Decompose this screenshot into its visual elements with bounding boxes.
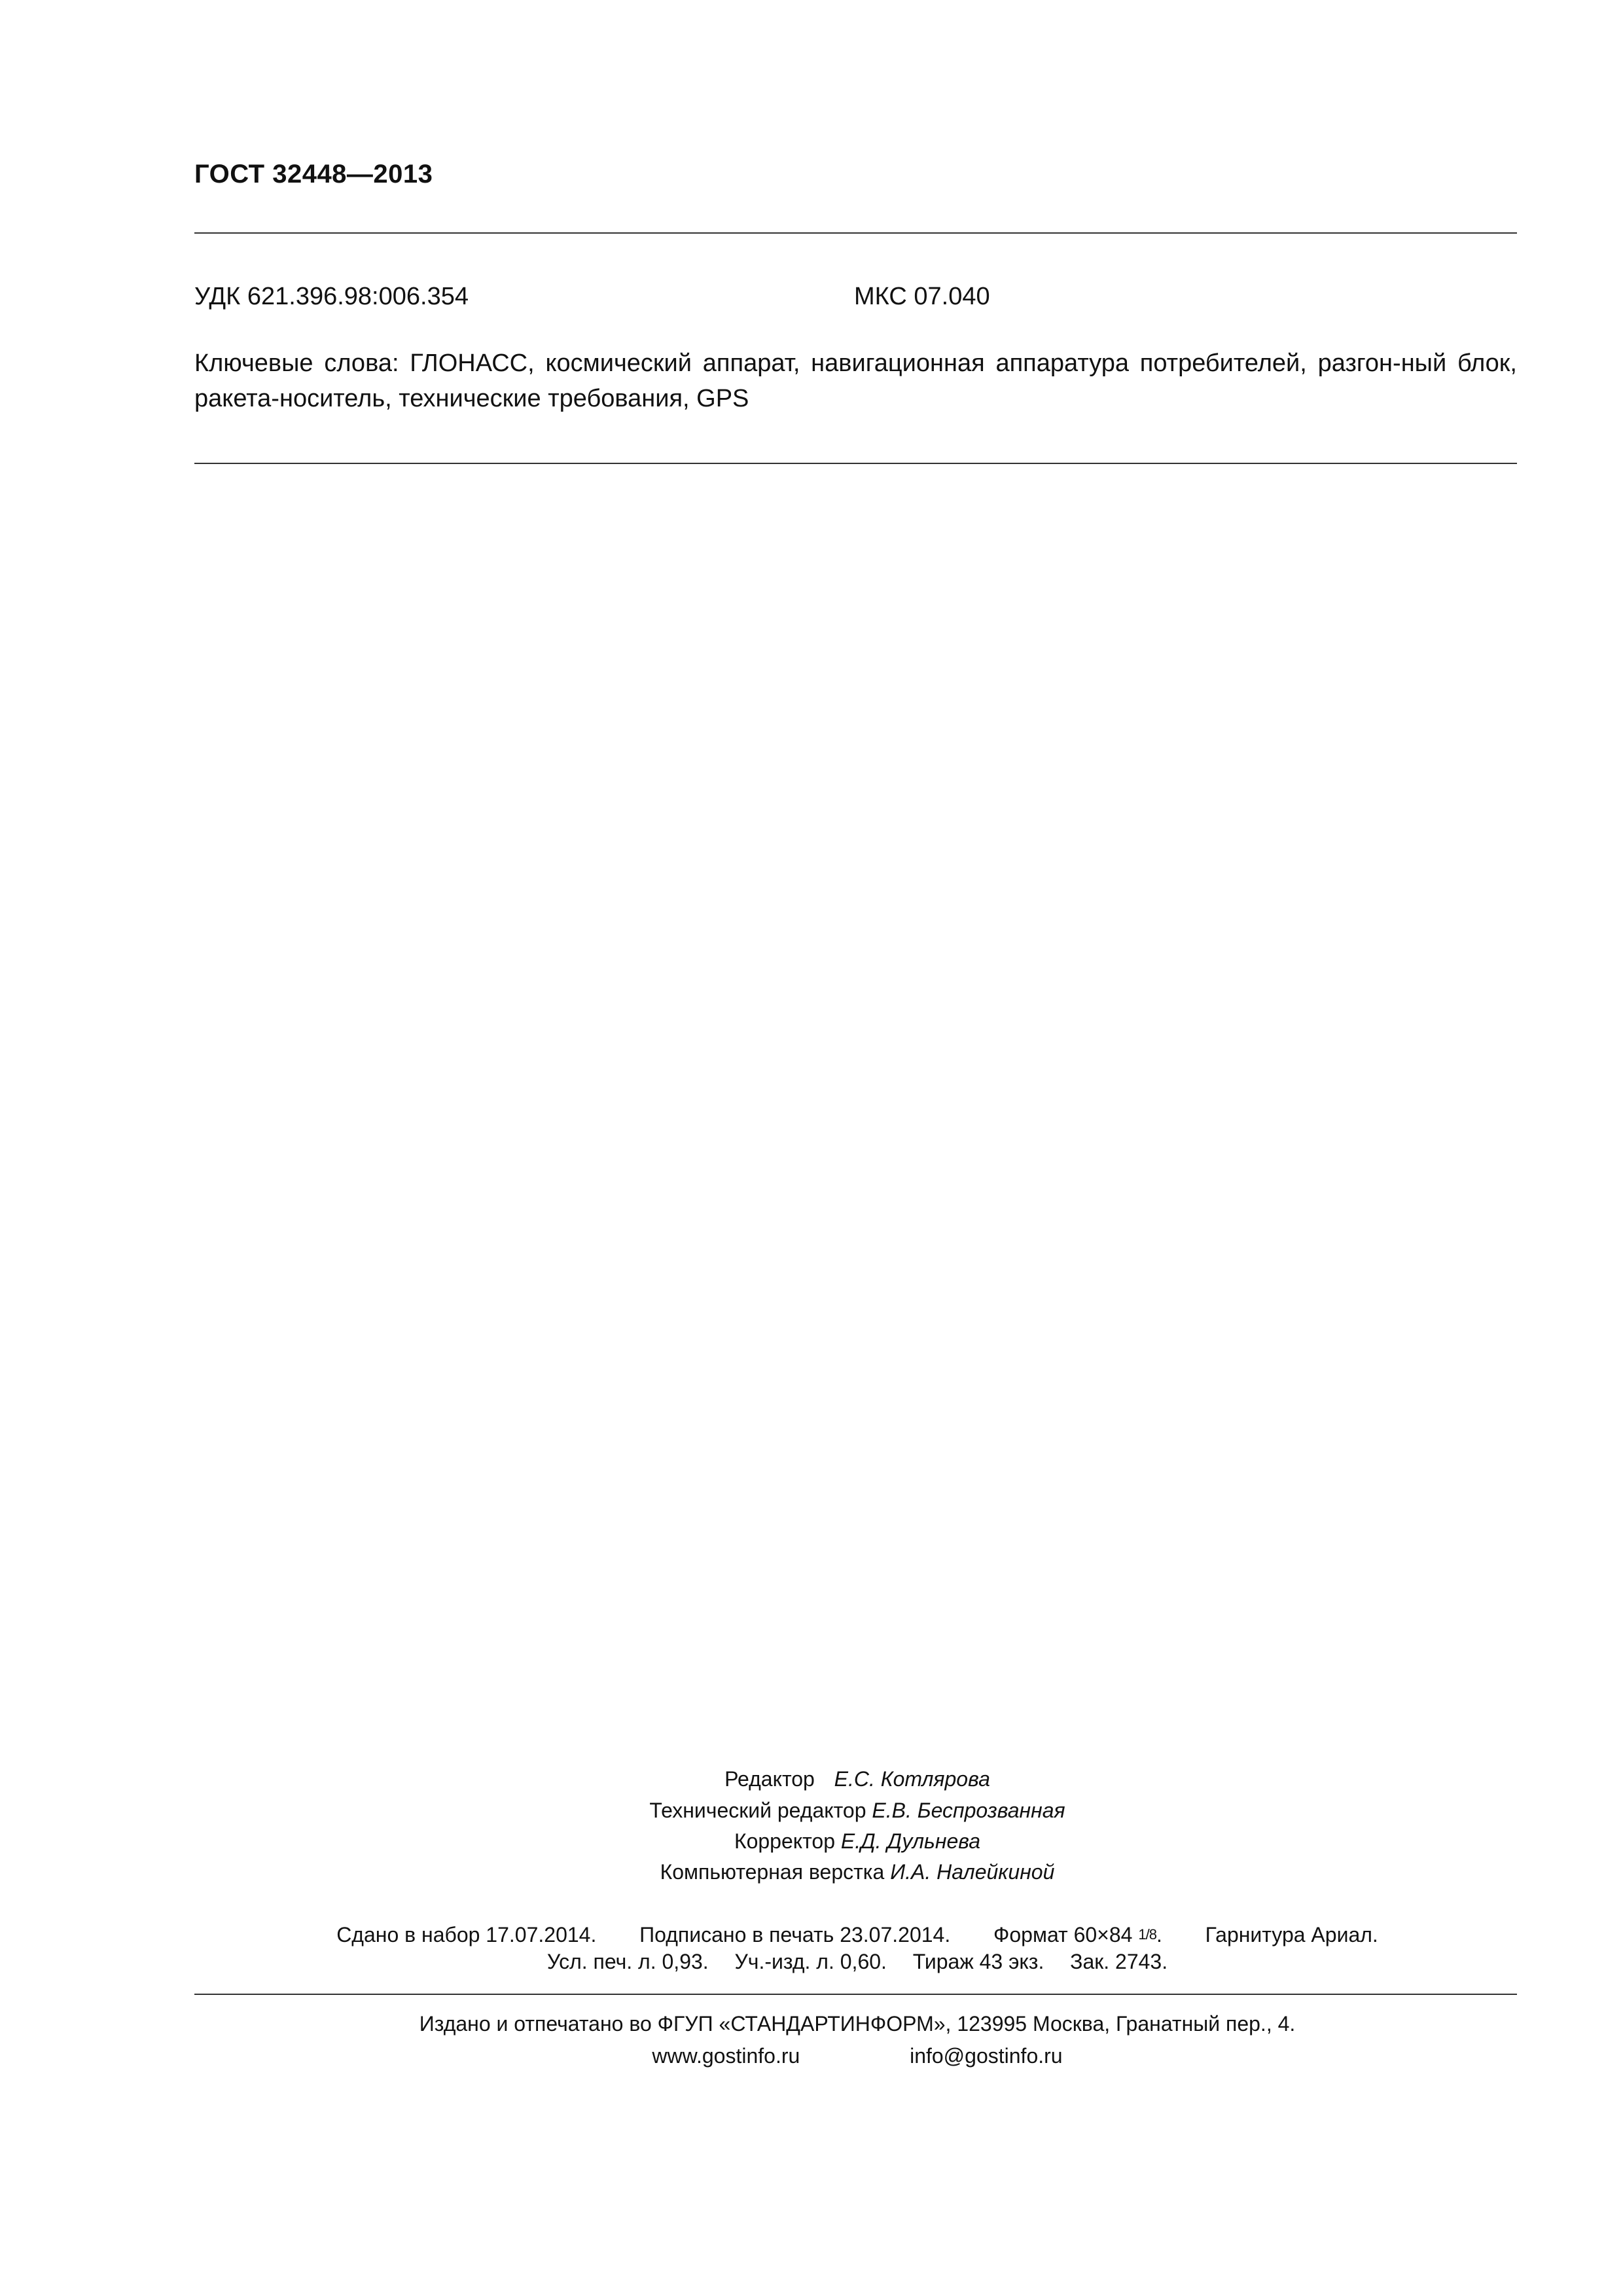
credit-layout [301, 1860, 1414, 1884]
publisher-contacts [236, 2044, 1479, 2068]
publisher-line: Издано и отпечатано во ФГУП «СТАНДАРТИНФОРМ», 123995 Москва, Гранатный пер., 4. [419, 2012, 1296, 2036]
imprint-format [993, 1923, 1162, 1946]
imprint-format-prefix: Формат 60×84 [993, 1923, 1133, 1946]
credit-name: Е.В. Беспрозванная [872, 1799, 1065, 1822]
credit-role: Корректор [734, 1829, 836, 1853]
imprint-typeface: Гарнитура Ариал. [1205, 1923, 1378, 1946]
imprint-print-sheets: Усл. печ. л. 0,93. [546, 1950, 709, 1973]
imprint-order: Зак. 2743. [1070, 1950, 1168, 1973]
imprint-line-2 [236, 1950, 1479, 1974]
keywords-divider [194, 463, 1517, 464]
credit-role: Технический редактор [649, 1799, 866, 1822]
credit-technical-editor [301, 1799, 1414, 1823]
imprint-publisher-sheets: Уч.-изд. л. 0,60. [734, 1950, 887, 1973]
credit-proofreader [301, 1829, 1414, 1854]
credit-name: Е.С. Котлярова [834, 1767, 990, 1791]
top-divider [194, 232, 1517, 234]
credit-name: И.А. Налейкиной [890, 1860, 1055, 1884]
imprint-format-suffix: . [1156, 1923, 1162, 1946]
credit-role: Редактор [724, 1767, 815, 1791]
mks-code: МКС 07.040 [854, 283, 990, 310]
imprint-circulation: Тираж 43 экз. [912, 1950, 1044, 1973]
credit-role: Компьютерная верстка [660, 1860, 885, 1884]
publisher-divider [194, 1994, 1517, 1995]
credit-editor [301, 1767, 1414, 1791]
udk-code: УДК 621.396.98:006.354 [194, 283, 469, 310]
keywords-paragraph: Ключевые слова: ГЛОНАСС, космический аппарат, навигационная аппаратура потребителей, разгон-ный блок, ракета-носитель, технические требования, GPS [194, 350, 1517, 412]
imprint-signed: Подписано в печать 23.07.2014. [639, 1923, 951, 1946]
credit-name: Е.Д. Дульнева [840, 1829, 981, 1853]
imprint-line-1 [236, 1923, 1479, 1947]
standard-number-header: ГОСТ 32448—2013 [194, 160, 433, 188]
imprint-format-fraction: 1/8 [1138, 1926, 1156, 1943]
imprint-submitted: Сдано в набор 17.07.2014. [336, 1923, 597, 1946]
publisher-email-link[interactable]: info@gostinfo.ru [910, 2044, 1063, 2068]
publisher-website-link[interactable]: www.gostinfo.ru [652, 2044, 800, 2068]
